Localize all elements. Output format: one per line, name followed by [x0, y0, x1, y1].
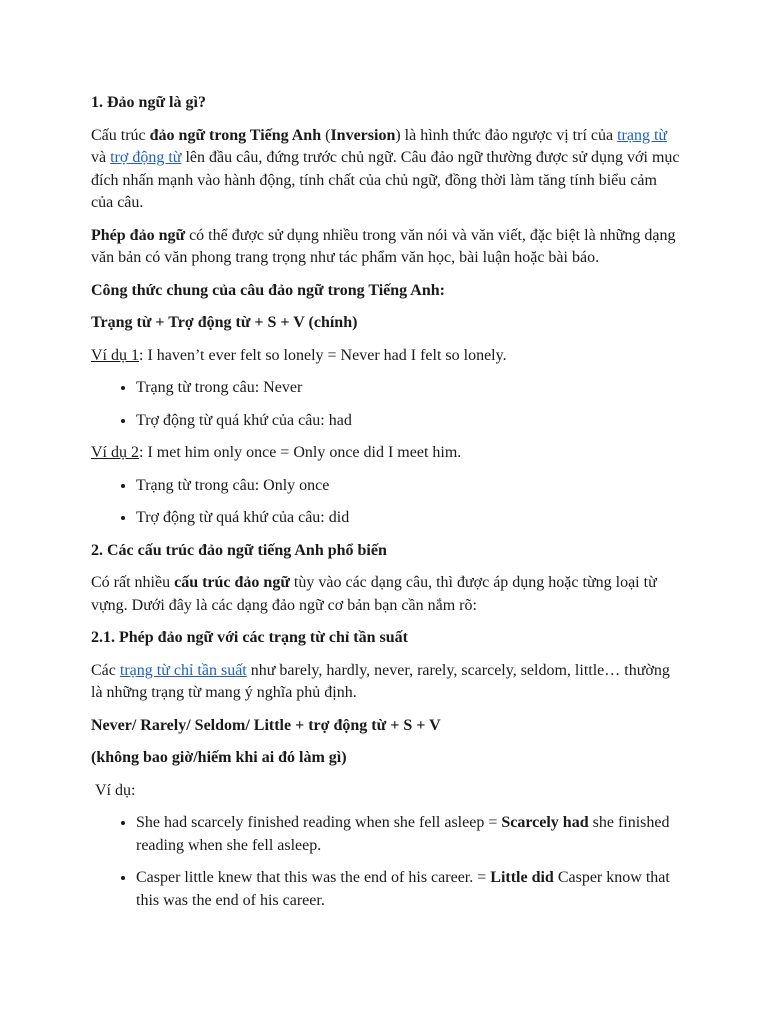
section-1-heading: 1. Đảo ngữ là gì? [91, 94, 206, 111]
list-item: • Trạng từ trong câu: Never [136, 377, 681, 400]
list-item: • Trợ động từ quá khứ của câu: did [136, 507, 681, 530]
example-2-label: Ví dụ 2 [91, 444, 139, 461]
list-item: • Trợ động từ quá khứ của câu: had [136, 410, 681, 433]
list-item: • Casper little knew that this was the end of his career. = Little did Casper know that this was the end of his career. [136, 867, 681, 912]
section-2-paragraph-1: Có rất nhiều cấu trúc đảo ngữ tùy vào các dạng câu, thì được áp dụng hoặc từng loại từ vựng. Dưới đây là các dạng đảo ngữ cơ bản bạn cần nắm rõ: [91, 574, 657, 614]
example-label: Ví dụ: [95, 781, 136, 799]
section-1-paragraph-2: Phép đảo ngữ có thể được sử dụng nhiều trong văn nói và văn viết, đặc biệt là những dạng văn bản có văn phong trang trọng như tác phẩm văn học, bài luận hoặc bài báo. [91, 226, 676, 266]
example-2-bullets [91, 475, 681, 530]
section-2-heading: 2. Các cấu trúc đảo ngữ tiếng Anh phổ biến [91, 541, 387, 559]
link-tro-dong-tu[interactable]: trợ động từ [110, 149, 182, 166]
example-1-bullets [91, 377, 681, 432]
subsection-2-1-heading: 2.1. Phép đảo ngữ với các trạng từ chỉ tần suất [91, 629, 408, 646]
example-1: Ví dụ 1: I haven’t ever felt so lonely = Never had I felt so lonely. [91, 346, 507, 364]
frequency-examples [91, 812, 681, 912]
list-item: • Trạng từ trong câu: Only once [136, 475, 681, 498]
formula-title: Công thức chung của câu đảo ngữ trong Tiếng Anh: [91, 281, 445, 299]
frequency-meaning: (không bao giờ/hiếm khi ai đó làm gì) [91, 749, 347, 766]
subsection-2-1-paragraph: Các trạng từ chỉ tần suất như barely, hardly, never, rarely, scarcely, seldom, little… thường là những trạng từ mang ý nghĩa phủ định. [91, 661, 670, 701]
frequency-formula: Never/ Rarely/ Seldom/ Little + trợ động từ + S + V [91, 716, 441, 734]
section-1-paragraph-1: Cấu trúc đảo ngữ trong Tiếng Anh (Inversion) là hình thức đảo ngược vị trí của trạng từ và trợ động từ lên đầu câu, đứng trước chủ ngữ. Câu đảo ngữ thường được sử dụng với mục đích nhấn mạnh vào hành động, tính chất của chủ ngữ, đồng thời làm tăng tính biểu cảm của câu. [91, 126, 680, 211]
example-1-label: Ví dụ 1 [91, 346, 139, 364]
general-formula: Trạng từ + Trợ động từ + S + V (chính) [91, 314, 358, 331]
list-item: • She had scarcely finished reading when she fell asleep = Scarcely had she finished reading when she fell asleep. [136, 812, 681, 857]
document-body [91, 92, 681, 922]
link-trang-tu[interactable]: trạng từ [617, 126, 668, 144]
link-trang-tu-chi-tan-suat[interactable]: trạng từ chỉ tần suất [119, 661, 247, 679]
example-2: Ví dụ 2: I met him only once = Only once did I meet him. [91, 444, 462, 461]
